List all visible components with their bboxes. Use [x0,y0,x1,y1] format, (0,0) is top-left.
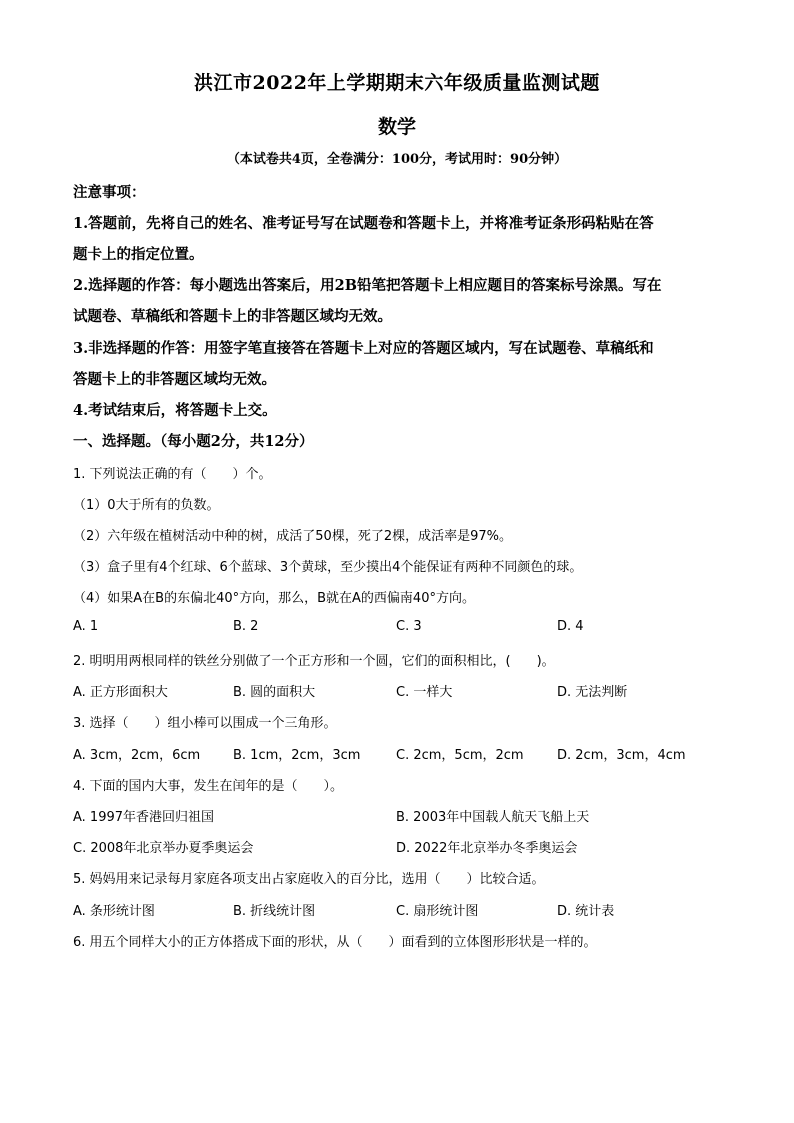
question-1-statement-3: （3）盒子里有4个红球、6个蓝球、3个黄球，至少摸出4个能保证有两种不同颜色的球。 [73,560,583,575]
question-1-statement-4: （4）如果A在B的东偏北40°方向，那么，B就在A的西偏南40°方向。 [73,591,475,606]
note-1-line-1: 1.答题前，先将自己的姓名、准考证号写在试题卷和答题卡上，并将准考证条形码粘贴在答 [73,215,654,232]
question-1-stem: 1. 下列说法正确的有（ ）个。 [73,467,272,482]
question-1-statement-1: （1）0大于所有的负数。 [73,498,220,513]
notes-heading: 注意事项： [73,184,146,201]
section-heading: 一、选择题。（每小题2分，共12分） [73,433,314,450]
note-2-line-2: 试题卷、草稿纸和答题卡上的非答题区域均无效。 [73,308,392,325]
question-5-option-c: C. 扇形统计图 [396,904,479,919]
question-3-option-a: A. 3cm，2cm，6cm [73,748,201,763]
question-4-option-a: A. 1997年香港回归祖国 [73,810,215,825]
note-4: 4.考试结束后，将答题卡上交。 [73,402,277,419]
question-2-option-d: D. 无法判断 [557,685,628,700]
question-5-option-a: A. 条形统计图 [73,904,155,919]
question-2-option-a: A. 正方形面积大 [73,685,168,700]
question-5-option-d: D. 统计表 [557,904,615,919]
question-2-stem: 2. 明明用两根同样的铁丝分别做了一个正方形和一个圆，它们的面积相比，( )。 [73,654,555,669]
question-2-option-b: B. 圆的面积大 [233,685,316,700]
question-5-stem: 5. 妈妈用来记录每月家庭各项支出占家庭收入的百分比，选用（ ）比较合适。 [73,872,545,887]
question-1-option-c: C. 3 [396,619,422,634]
question-4-option-d: D. 2022年北京举办冬季奥运会 [396,841,578,856]
question-4-stem: 4. 下面的国内大事，发生在闰年的是（ ）。 [73,779,344,794]
note-1-line-2: 题卡上的指定位置。 [73,246,204,263]
question-4-option-b: B. 2003年中国载人航天飞船上天 [396,810,590,825]
question-1-option-d: D. 4 [557,619,584,634]
question-2-option-c: C. 一样大 [396,685,453,700]
question-3-option-b: B. 1cm，2cm，3cm [233,748,361,763]
question-1-statement-2: （2）六年级在植树活动中种的树，成活了50棵，死了2棵，成活率是97%。 [73,529,512,544]
question-3-option-c: C. 2cm，5cm，2cm [396,748,524,763]
question-4-option-c: C. 2008年北京举办夏季奥运会 [73,841,254,856]
question-1-option-b: B. 2 [233,619,259,634]
exam-title: 洪江市2022年上学期期末六年级质量监测试题 [194,72,600,94]
note-3-line-1: 3.非选择题的作答：用签字笔直接答在答题卡上对应的答题区域内，写在试题卷、草稿纸和 [73,340,654,357]
question-3-stem: 3. 选择（ ）组小棒可以围成一个三角形。 [73,716,337,731]
note-3-line-2: 答题卡上的非答题区域均无效。 [73,371,276,388]
note-2-line-1: 2.选择题的作答：每小题选出答案后，用2B铅笔把答题卡上相应题目的答案标号涂黑。写在 [73,277,662,294]
question-3-option-d: D. 2cm，3cm，4cm [557,748,686,763]
question-1-option-a: A. 1 [73,619,99,634]
question-5-option-b: B. 折线统计图 [233,904,316,919]
subject-title: 数学 [377,116,416,138]
question-6-stem: 6. 用五个同样大小的正方体搭成下面的形状，从（ ）面看到的立体图形形状是一样的。 [73,935,597,950]
exam-info: （本试卷共4页，全卷满分：100分，考试用时：90分钟） [226,152,568,167]
